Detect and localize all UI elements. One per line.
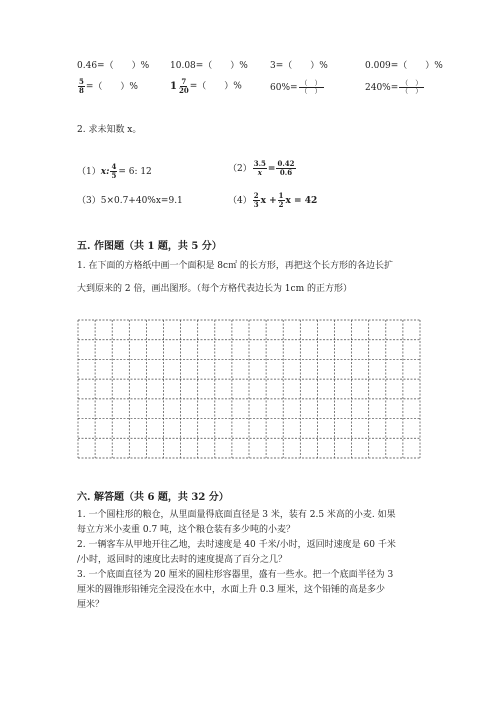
- fraction: $\frac{5}{8}$: [79, 77, 84, 95]
- section-2-title: 2. 求未知数 x。: [77, 125, 142, 135]
- conversion-item-7: 60%= $\frac{( )}{( )}$: [270, 79, 322, 95]
- equation-4: （4） $\frac{2}{3}$ x + $\frac{1}{2}$ x = 42: [228, 191, 318, 209]
- section-6-line: 厘米？: [77, 600, 105, 610]
- conversion-item-3: 3=（ ）%: [270, 61, 328, 71]
- blank-fraction: $\frac{( )}{( )}$: [401, 79, 423, 95]
- section-6-line: 2. 一辆客车从甲地开往乙地，去时速度是 40 千米/小时，返回时速度是 60 千米: [77, 540, 396, 550]
- section-6-line: 厘米的圆锥形铅锤完全浸没在水中，水面上升 0.3 厘米，这个铅锤的高是多少: [77, 585, 386, 595]
- section-6-line: 3. 一个底面直径为 20 厘米的圆柱形容器里，盛有一些水。把一个底面半径为 3: [77, 570, 394, 580]
- conversion-item-8: 240%= $\frac{( )}{( )}$: [365, 79, 423, 95]
- section-5-line-1: 1. 在下面的方格纸中画一个面积是 8c㎡ 的长方形，再把这个长方形的各边长扩: [77, 261, 393, 271]
- section-5-line-2: 大到原来的 2 倍，画出图形。（每个方格代表边长为 1cm 的正方形）: [77, 284, 352, 294]
- section-5-heading: 五. 作图题（共 1 题，共 5 分）: [77, 241, 222, 252]
- section-6-line: 每立方米小麦重 0.7 吨，这个粮仓装有多少吨的小麦？: [77, 525, 296, 535]
- section-6-body: [77, 508, 396, 613]
- section-6-heading: 六. 解答题（共 6 题，共 32 分）: [77, 492, 229, 503]
- conversion-item-6: 1 $\frac{7}{20}$ =（ ）%: [170, 77, 242, 95]
- conversion-item-2: 10.08=（ ）%: [170, 61, 248, 71]
- blank-fraction: $\frac{( )}{( )}$: [300, 79, 322, 95]
- mixed-number: 1 $\frac{7}{20}$: [170, 77, 189, 95]
- conversion-item-1: 0.46=（ ）%: [77, 61, 150, 71]
- conversion-item-5: $\frac{5}{8}$ =（ ）%: [79, 77, 138, 95]
- equation-2: （2） $\frac{3.5}{x}$ = $\frac{0.42}{0.6}$: [228, 159, 295, 177]
- section-6-line: /小时，返回时的速度比去时的速度提高了百分之几？: [77, 555, 288, 565]
- equation-3: （3）5×0.7+40%x=9.1: [77, 196, 183, 206]
- conversion-item-4: 0.009=（ ）%: [365, 61, 443, 71]
- equation-1: （1）x: $\frac{4}{5}$ = 6: 12: [77, 162, 152, 180]
- section-6-line: 1. 一个圆柱形的粮仓，从里面量得底面直径是 3 米，装有 2.5 米高的小麦. 如果: [77, 510, 396, 520]
- grid-paper[interactable]: [77, 319, 421, 459]
